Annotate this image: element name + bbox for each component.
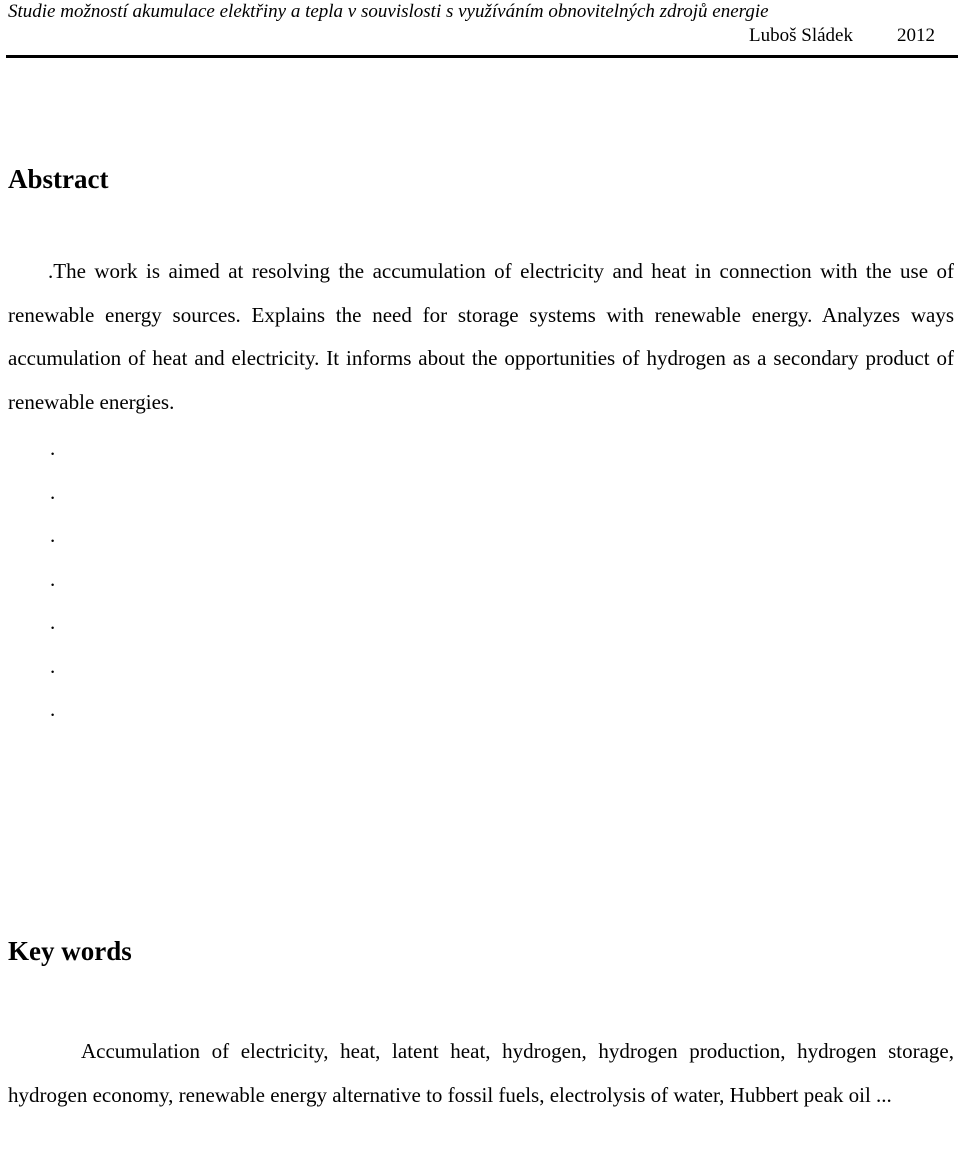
dot-line: . (50, 697, 56, 721)
dot-line: . (50, 479, 56, 504)
header-year: 2012 (897, 25, 935, 46)
dot-line: . (50, 610, 56, 634)
header-rule (6, 55, 958, 58)
dot-line: . (50, 523, 56, 547)
dot-line: . (50, 653, 56, 678)
header-title: Studie možností akumulace elektřiny a tepla v souvislosti s využíváním obnovitelných zdrojů energie (8, 1, 769, 22)
dot-line: . (50, 566, 56, 591)
abstract-heading: Abstract (8, 164, 109, 194)
keywords-text: Accumulation of electricity, heat, latent heat, hydrogen, hydrogen production, hydrogen storage, hydrogen economy, renewable energy alternative to fossil fuels, electrolysis of water, Hubbert peak oil ... (8, 1039, 954, 1107)
header-author: Luboš Sládek (749, 25, 853, 46)
keywords-heading: Key words (8, 936, 132, 966)
abstract-text: .The work is aimed at resolving the accumulation of electricity and heat in connection with the use of renewable energy sources. Explains the need for storage systems with renewable energy. Analyzes ways accumulation of heat and electricity. It informs about the opportunities of hydrogen as a secondary product of renewable energies. (8, 259, 954, 414)
dot-line: . (50, 436, 56, 460)
page-header (0, 0, 960, 60)
dots-column (50, 427, 55, 732)
